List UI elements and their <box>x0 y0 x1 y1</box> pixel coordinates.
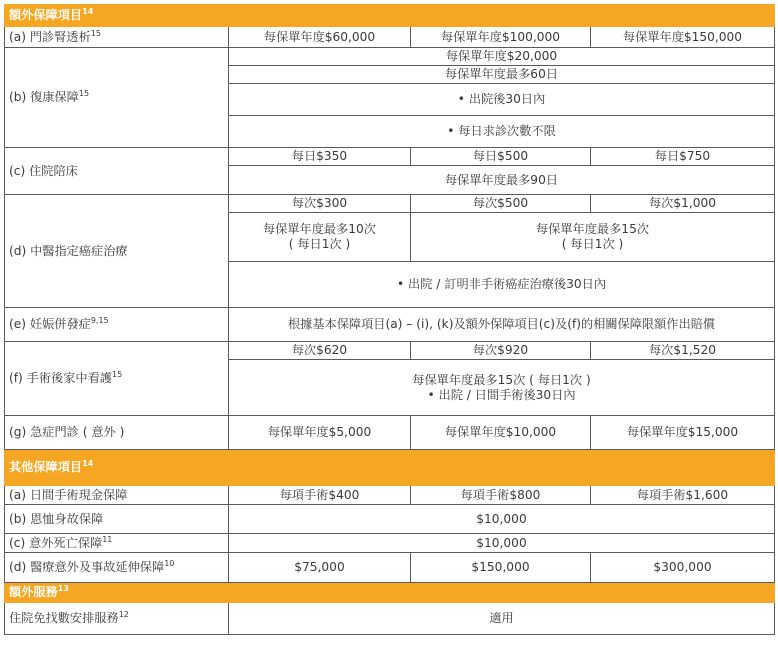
row-label: (a) 門診腎透析$^{15}$ <box>5 27 229 48</box>
cell-all-plans: $10,000 <box>229 505 775 534</box>
row-label: (a) 日間手術現金保障 <box>5 486 229 505</box>
cell-plan-1: 每日$350 <box>229 148 411 166</box>
section-header-services <box>5 583 775 603</box>
cell-plan-2: 每保單年度$10,000 <box>411 416 591 450</box>
cell-plan-1: 每保單年度最多10次 ( 每日1次 ) <box>229 213 411 262</box>
cell-all-plans: 適用 <box>229 603 775 635</box>
cell-all-plans: 每保單年度$20,000 <box>229 48 775 66</box>
cell-plan-1: 每項手術$400 <box>229 486 411 505</box>
cell-plan-3: 每次$1,520 <box>591 342 775 360</box>
table-row-extra-e <box>5 308 775 342</box>
cell-all-plans: $10,000 <box>229 534 775 553</box>
cell-plan-2: 每項手術$800 <box>411 486 591 505</box>
cell-all-plans: 每保單年度最多15次 ( 每日1次 ) • 出院 / 日間手術後30日內 <box>229 360 775 416</box>
table-row-extra-b <box>5 48 775 66</box>
cell-all-plans: • 每日求診次數不限 <box>229 116 775 148</box>
table-row-other-b <box>5 505 775 534</box>
table-row-other-c <box>5 534 775 553</box>
section-title: 其他保障項目$^{14}$ <box>5 450 775 486</box>
section-header-extra-benefits <box>5 5 775 27</box>
row-label: (e) 妊娠併發症$^{9,15}$ <box>5 308 229 342</box>
cell-plan-2: $150,000 <box>411 553 591 583</box>
row-label: (g) 急症門診 ( 意外 ) <box>5 416 229 450</box>
cell-plan-2: 每保單年度$100,000 <box>411 27 591 48</box>
cell-plan-2: 每次$920 <box>411 342 591 360</box>
cell-all-plans: 每保單年度最多90日 <box>229 166 775 195</box>
cell-plan-3: 每日$750 <box>591 148 775 166</box>
row-label: (f) 手術後家中看護$^{15}$ <box>5 342 229 416</box>
table-row-extra-g <box>5 416 775 450</box>
cell-all-plans: 每保單年度最多60日 <box>229 66 775 84</box>
cell-plans-2-3: 每保單年度最多15次 ( 每日1次 ) <box>411 213 775 262</box>
cell-plan-2: 每日$500 <box>411 148 591 166</box>
row-label: (d) 醫療意外及事故延伸保障$^{10}$ <box>5 553 229 583</box>
cell-plan-3: 每項手術$1,600 <box>591 486 775 505</box>
row-label: (b) 恩恤身故保障 <box>5 505 229 534</box>
cell-all-plans: 根據基本保障項目(a) – (i), (k)及額外保障項目(c)及(f)的相關保障限額作出賠償 <box>229 308 775 342</box>
row-label: (d) 中醫指定癌症治療 <box>5 195 229 308</box>
row-label: (c) 意外死亡保障$^{11}$ <box>5 534 229 553</box>
table-row-other-d <box>5 553 775 583</box>
table-row-extra-f <box>5 342 775 360</box>
cell-plan-1: 每保單年度$5,000 <box>229 416 411 450</box>
row-label: 住院免找數安排服務$^{12}$ <box>5 603 229 635</box>
cell-plan-3: $300,000 <box>591 553 775 583</box>
cell-plan-1: 每次$620 <box>229 342 411 360</box>
cell-plan-3: 每保單年度$15,000 <box>591 416 775 450</box>
section-title: 額外保障項目$^{14}$ <box>5 5 775 27</box>
cell-plan-1: $75,000 <box>229 553 411 583</box>
cell-all-plans: • 出院 / 訂明非手術癌症治療後30日內 <box>229 262 775 308</box>
cell-plan-1: 每次$300 <box>229 195 411 213</box>
cell-plan-2: 每次$500 <box>411 195 591 213</box>
section-header-other-benefits <box>5 450 775 486</box>
table-row-services <box>5 603 775 635</box>
table-row-extra-a <box>5 27 775 48</box>
cell-plan-1: 每保單年度$60,000 <box>229 27 411 48</box>
benefits-table <box>4 4 775 635</box>
row-label: (b) 復康保障$^{15}$ <box>5 48 229 148</box>
table-row-other-a <box>5 486 775 505</box>
table-row-extra-d <box>5 195 775 213</box>
section-title: 額外服務$^{13}$ <box>5 583 775 603</box>
table-row-extra-c <box>5 148 775 166</box>
cell-plan-3: 每保單年度$150,000 <box>591 27 775 48</box>
row-label: (c) 住院陪床 <box>5 148 229 195</box>
cell-all-plans: • 出院後30日內 <box>229 84 775 116</box>
cell-plan-3: 每次$1,000 <box>591 195 775 213</box>
